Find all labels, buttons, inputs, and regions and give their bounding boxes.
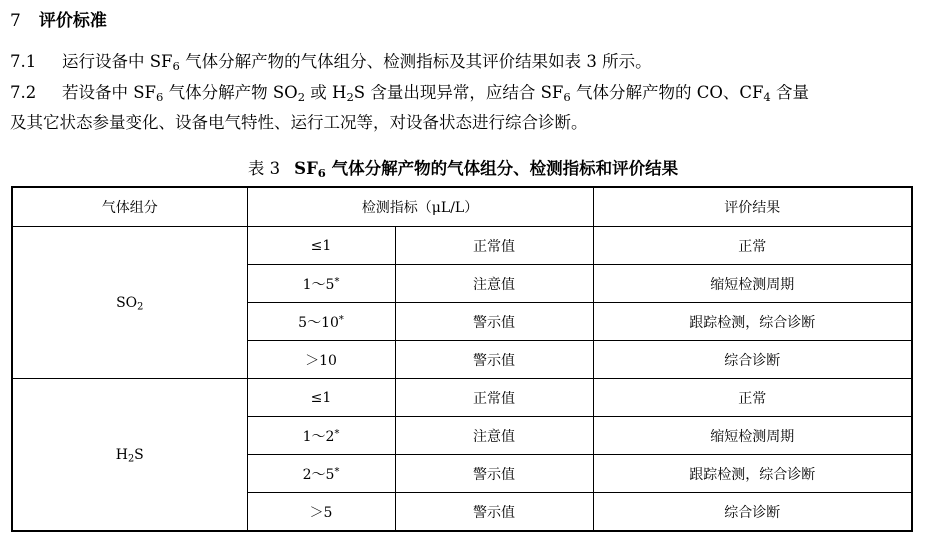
paragraph-number: 7.1 (10, 52, 37, 71)
paragraph-text: 运行设备中 SF (62, 52, 173, 71)
subscript: 2 (346, 89, 354, 104)
paragraph-7-1 (10, 50, 652, 74)
header-result: 评价结果 (593, 187, 912, 227)
subscript: 6 (172, 58, 180, 73)
subscript: 4 (763, 89, 771, 104)
result-cell: 缩短检测周期 (593, 417, 912, 455)
level-cell: 正常值 (395, 227, 593, 265)
section-number: 7 (10, 11, 21, 31)
result-cell: 综合诊断 (593, 341, 912, 379)
subscript: 6 (156, 89, 164, 104)
table-number: 表 3 (247, 159, 281, 178)
table-row (12, 379, 912, 417)
table-header-row (12, 187, 912, 227)
paragraph-text: 气体分解产物的气体组分、检测指标及其评价结果如表 3 所示。 (179, 52, 652, 71)
gas-component-h2s: $H_2S$ (12, 379, 247, 532)
subscript: 6 (563, 89, 571, 104)
caption-text: 气体分解产物的气体组分、检测指标和评价结果 (325, 159, 679, 178)
section-heading (10, 6, 107, 31)
paragraph-text: 或 H (305, 83, 347, 102)
caption-text: SF (294, 159, 318, 178)
subscript: 2 (297, 89, 306, 104)
range-cell: 2～5* (247, 455, 395, 493)
paragraph-text: S 含量出现异常，应结合 SF (353, 83, 564, 102)
level-cell: 警示值 (395, 493, 593, 532)
gas-component-so2: $SO_2$ (12, 227, 247, 379)
table-row (12, 227, 912, 265)
range-cell: 1～2* (247, 417, 395, 455)
evaluation-table (11, 186, 913, 532)
section-title: 评价标准 (38, 11, 107, 31)
paragraph-text: 气体分解产物的 CO、CF (570, 83, 764, 102)
paragraph-text: 气体分解产物 SO (163, 83, 298, 102)
header-indicator: 检测指标（μL/L） (247, 187, 593, 227)
table-caption (0, 155, 926, 179)
range-cell: 5～10* (247, 303, 395, 341)
paragraph-text: 含量 (770, 83, 810, 102)
level-cell: 正常值 (395, 379, 593, 417)
header-component: 气体组分 (12, 187, 247, 227)
paragraph-7-2-continued (10, 111, 588, 135)
paragraph-number: 7.2 (10, 83, 37, 102)
level-cell: 警示值 (395, 303, 593, 341)
range-cell: 1～5* (247, 265, 395, 303)
result-cell: 正常 (593, 227, 912, 265)
range-cell: ＞5 (247, 493, 395, 532)
result-cell: 正常 (593, 379, 912, 417)
range-cell: ＞10 (247, 341, 395, 379)
result-cell: 跟踪检测，综合诊断 (593, 303, 912, 341)
level-cell: 警示值 (395, 341, 593, 379)
result-cell: 跟踪检测，综合诊断 (593, 455, 912, 493)
range-cell: ≤1 (247, 227, 395, 265)
subscript: 6 (317, 165, 326, 180)
level-cell: 警示值 (395, 455, 593, 493)
level-cell: 注意值 (395, 417, 593, 455)
paragraph-text: 若设备中 SF (62, 83, 156, 102)
paragraph-7-2 (10, 81, 809, 105)
level-cell: 注意值 (395, 265, 593, 303)
paragraph-text: 及其它状态参量变化、设备电气特性、运行工况等，对设备状态进行综合诊断。 (10, 113, 588, 132)
result-cell: 综合诊断 (593, 493, 912, 532)
range-cell: ≤1 (247, 379, 395, 417)
result-cell: 缩短检测周期 (593, 265, 912, 303)
